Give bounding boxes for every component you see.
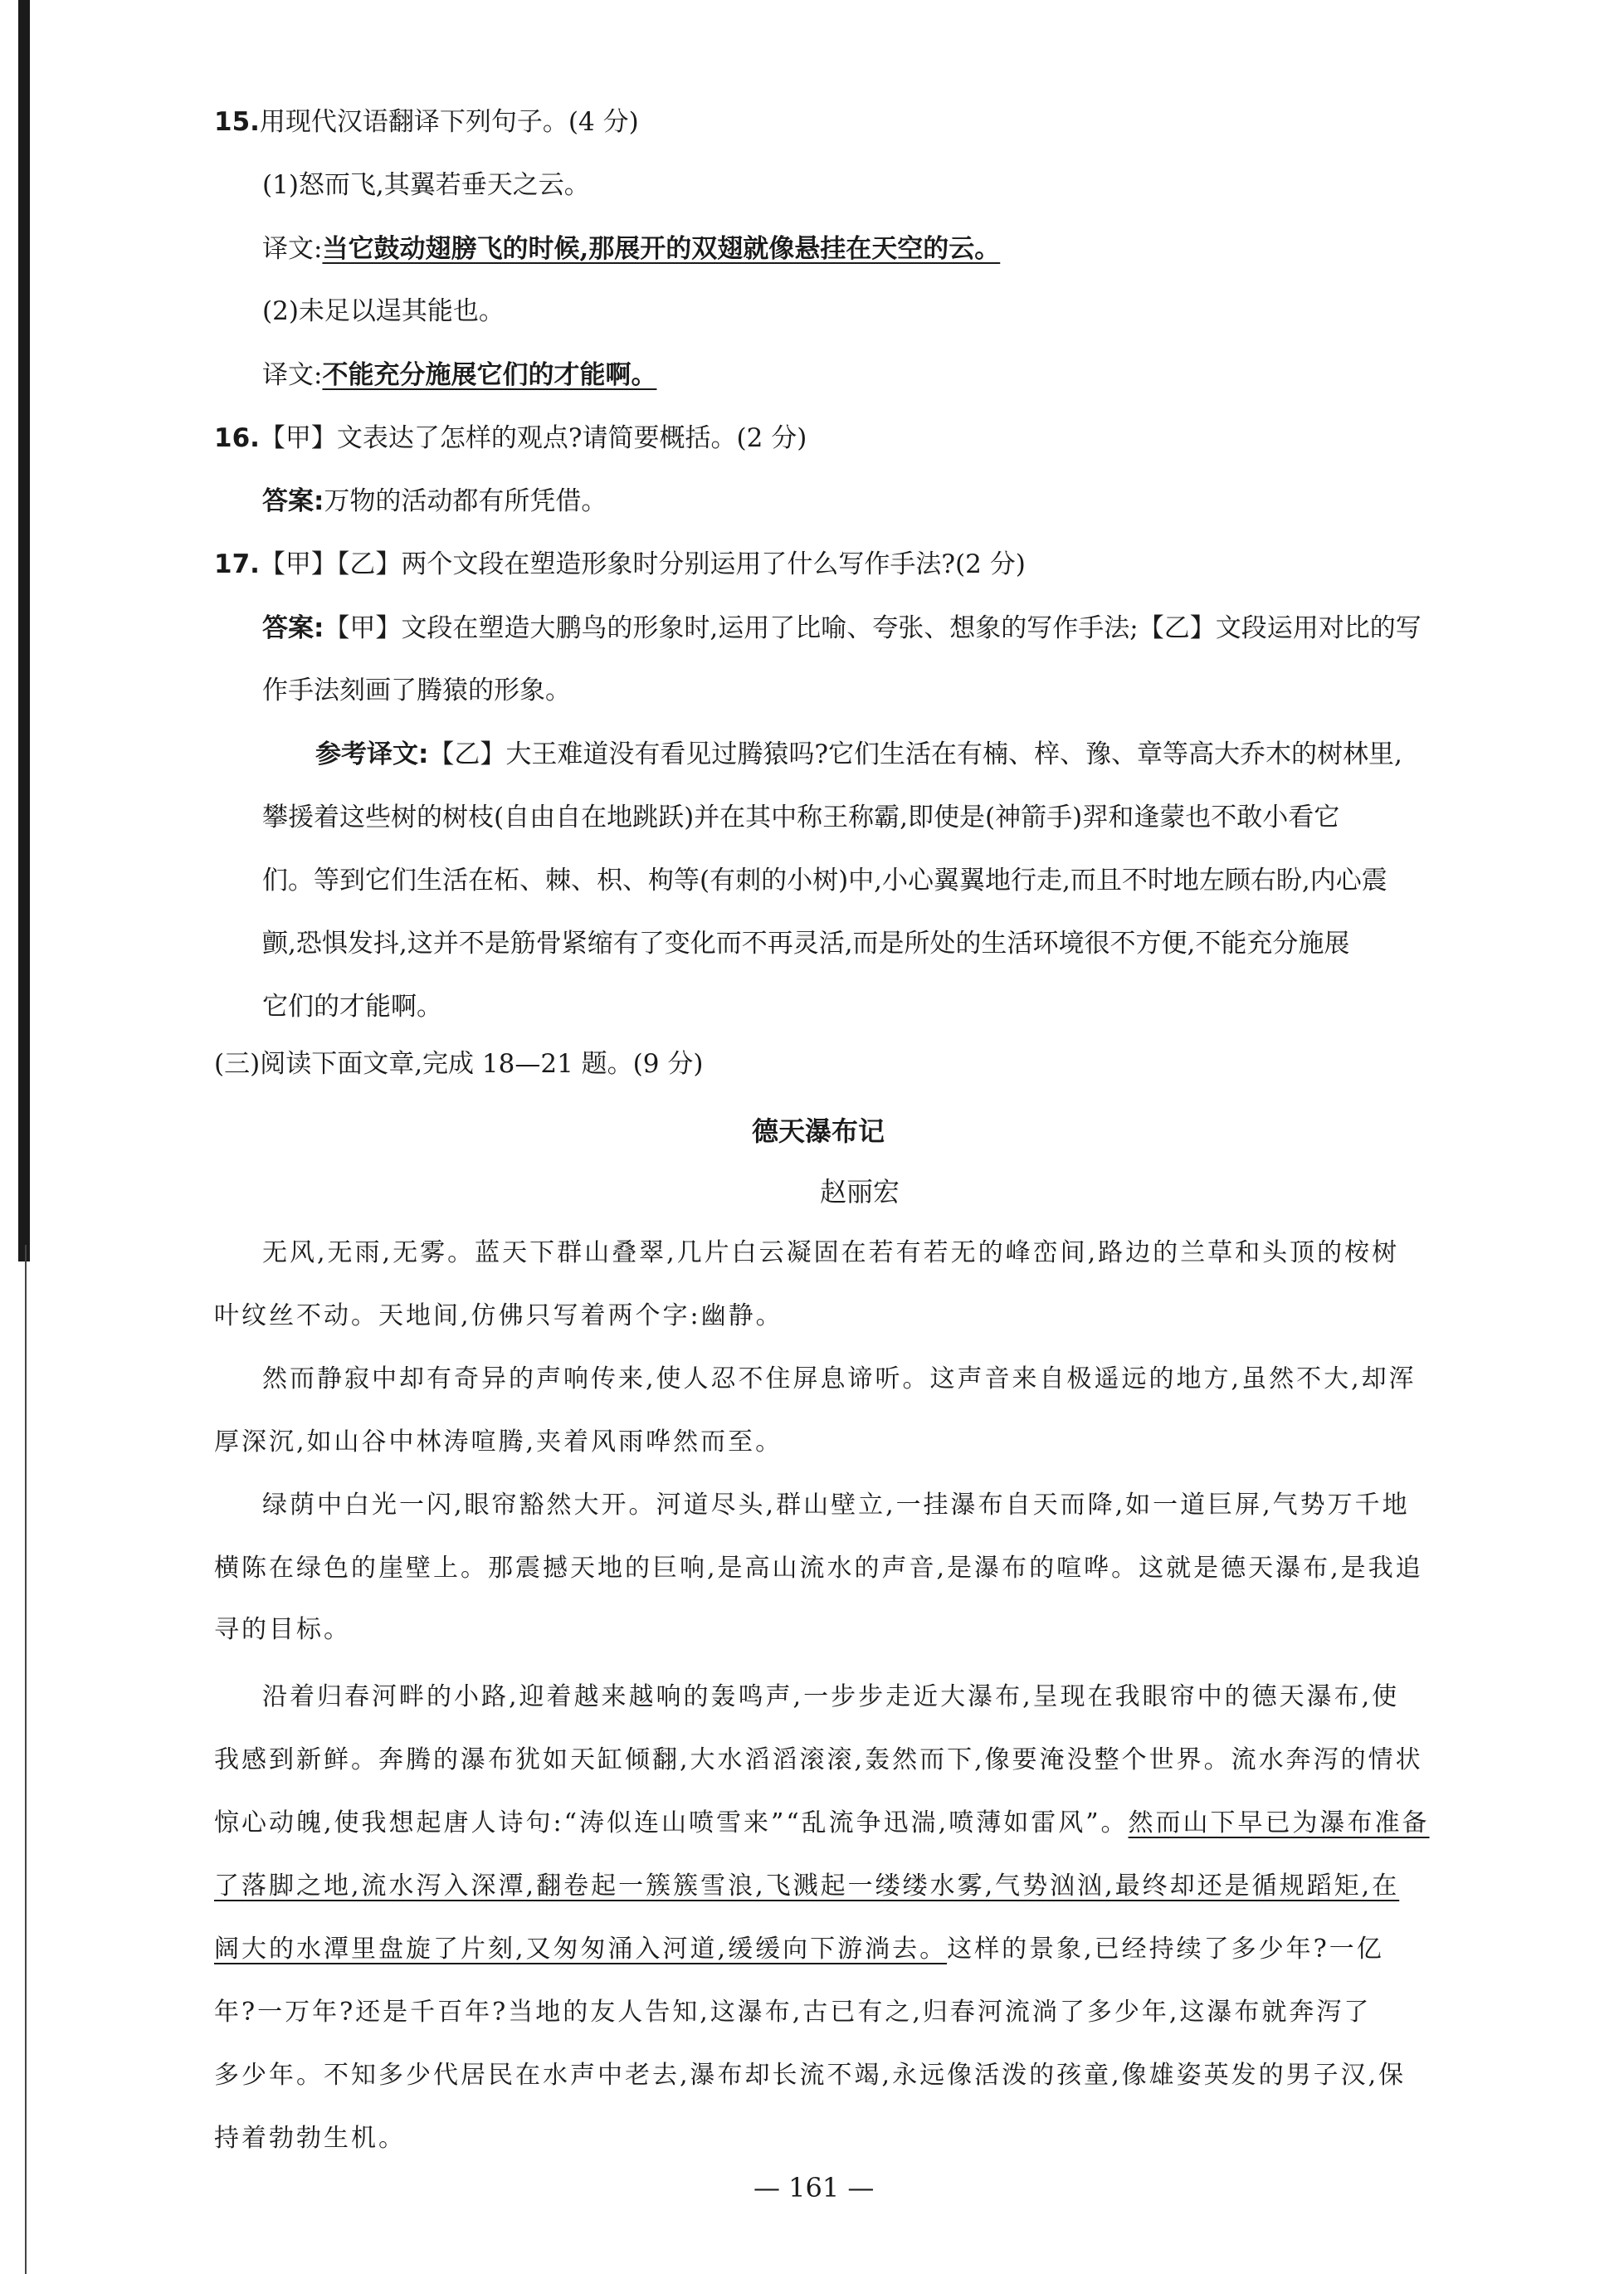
q15-translation-1-line [262,232,1000,266]
q15-prompt: 用现代汉语翻译下列句子。(4 分) [259,107,639,137]
essay-p4-line-3-text: 惊心动魄,使我想起唐人诗句:“涛似连山喷雪来”“乱流争迅湍,喷薄如雷风”。 [214,1808,1129,1837]
essay-p3-line-1: 绿荫中白光一闪,眼帘豁然大开。河道尽头,群山壁立,一挂瀑布自天而降,如一道巨屏,气势万千地 [262,1491,1410,1520]
essay-p4-line-6: 年?一万年?还是千百年?当地的友人告知,这瀑布,古已有之,归春河流淌了多少年,这瀑布就奔泻了 [214,1998,1372,2027]
reference-translation-line-1 [315,738,1402,771]
page-spine-edge [18,0,30,1261]
q16-prompt: 【甲】文表达了怎样的观点?请简要概括。(2 分) [259,423,807,453]
page-spine-line [25,1245,27,2274]
q15-prompt-line [214,105,639,139]
essay-author: 赵丽宏 [820,1176,900,1208]
essay-p4-line-5-text: 这样的景象,已经持续了多少年?一亿 [947,1935,1384,1964]
essay-p4-line-8: 持着勃勃生机。 [214,2124,406,2153]
reference-translation-text-1: 【乙】大王难道没有看见过腾猿吗?它们生活在有楠、梓、豫、章等高大乔木的树林里, [428,739,1402,769]
q15-translation-1: 当它鼓动翅膀飞的时候,那展开的双翅就像悬挂在天空的云。 [322,234,1001,264]
q17-prompt-line [214,548,1026,581]
q16-prompt-line [214,422,807,455]
reference-translation-line-3: 们。等到它们生活在柘、棘、枳、枸等(有刺的小树)中,小心翼翼地行走,而且不时地左顾右盼,内心震 [262,866,1387,895]
reference-translation-line-2: 攀援着这些树的树枝(自由自在地跳跃)并在其中称王称霸,即使是(神箭手)羿和逢蒙也不敢小看它 [262,803,1340,832]
essay-underlined-passage-middle: 了落脚之地,流水泻入深潭,翻卷起一簇簇雪浪,飞溅起一缕缕水雾,气势汹汹,最终却还是循规蹈矩,在 [214,1871,1400,1901]
essay-p3-line-2: 横陈在绿色的崖壁上。那震撼天地的巨响,是高山流水的声音,是瀑布的喧哗。这就是德天瀑布,是我追 [214,1554,1423,1583]
essay-p4-line-3 [214,1807,1430,1840]
q15-number: 15. [214,107,260,137]
essay-p4-line-5 [214,1933,1384,1966]
q15-sentence-2: (2)未足以逞其能也。 [262,296,505,326]
q16-number: 16. [214,423,260,453]
essay-p3-line-3: 寻的目标。 [214,1615,351,1644]
q17-answer-text-1: 【甲】文段在塑造大鹏鸟的形象时,运用了比喻、夸张、想象的写作手法;【乙】文段运用对比的写 [324,613,1422,643]
q16-answer-label: 答案: [262,486,324,516]
q16-answer-line [262,485,607,518]
essay-p1-line-1: 无风,无雨,无雾。蓝天下群山叠翠,几片白云凝固在若有若无的峰峦间,路边的兰草和头顶的桉树 [262,1238,1400,1267]
q15-sentence-1: (1)怒而飞,其翼若垂天之云。 [262,170,590,200]
reference-translation-line-5: 它们的才能啊。 [262,992,442,1022]
essay-underlined-passage-end: 阔大的水潭里盘旋了片刻,又匆匆涌入河道,缓缓向下游淌去。 [214,1935,948,1964]
essay-p4-line-2: 我感到新鲜。奔腾的瀑布犹如天缸倾翻,大水滔滔滚滚,轰然而下,像要淹没整个世界。流水奔泻的情状 [214,1745,1423,1774]
q15-translation-2: 不能充分施展它们的才能啊。 [322,360,657,390]
q17-answer-label: 答案: [262,613,324,643]
q17-number: 17. [214,549,260,579]
essay-p4-line-1: 沿着归春河畔的小路,迎着越来越响的轰鸣声,一步步走近大瀑布,呈现在我眼帘中的德天瀑布,使 [262,1682,1400,1711]
essay-title: 德天瀑布记 [752,1115,885,1147]
essay-p1-line-2: 叶纹丝不动。天地间,仿佛只写着两个字:幽静。 [214,1301,783,1330]
reference-translation-label: 参考译文: [315,739,429,769]
q16-answer: 万物的活动都有所凭借。 [324,486,607,516]
q17-answer-line-2: 作手法刻画了腾猿的形象。 [262,676,571,705]
reference-translation-line-4: 颤,恐惧发抖,这并不是筋骨紧缩有了变化而不再灵活,而是所处的生活环境很不方便,不能充分施展 [262,929,1350,959]
essay-p4-line-4 [214,1870,1399,1903]
essay-p2-line-2: 厚深沉,如山谷中林涛喧腾,夹着风雨哗然而至。 [214,1427,783,1457]
page-number: — 161 — [753,2172,875,2203]
q15-translation-1-label: 译文: [262,234,323,264]
essay-underlined-passage-start: 然而山下早已为瀑布准备 [1128,1808,1430,1837]
essay-p4-line-7: 多少年。不知多少代居民在水声中老去,瀑布却长流不竭,永远像活泼的孩童,像雄姿英发的男子汉,保 [214,2061,1407,2090]
essay-p2-line-1: 然而静寂中却有奇异的声响传来,使人忍不住屏息谛听。这声音来自极遥远的地方,虽然不大,却浑 [262,1364,1417,1393]
q15-translation-2-label: 译文: [262,360,323,390]
section-3-heading: (三)阅读下面文章,完成 18—21 题。(9 分) [214,1049,704,1079]
q17-answer-line-1 [262,612,1422,645]
q17-prompt: 【甲】【乙】两个文段在塑造形象时分别运用了什么写作手法?(2 分) [259,549,1026,579]
q15-translation-2-line [262,359,656,392]
